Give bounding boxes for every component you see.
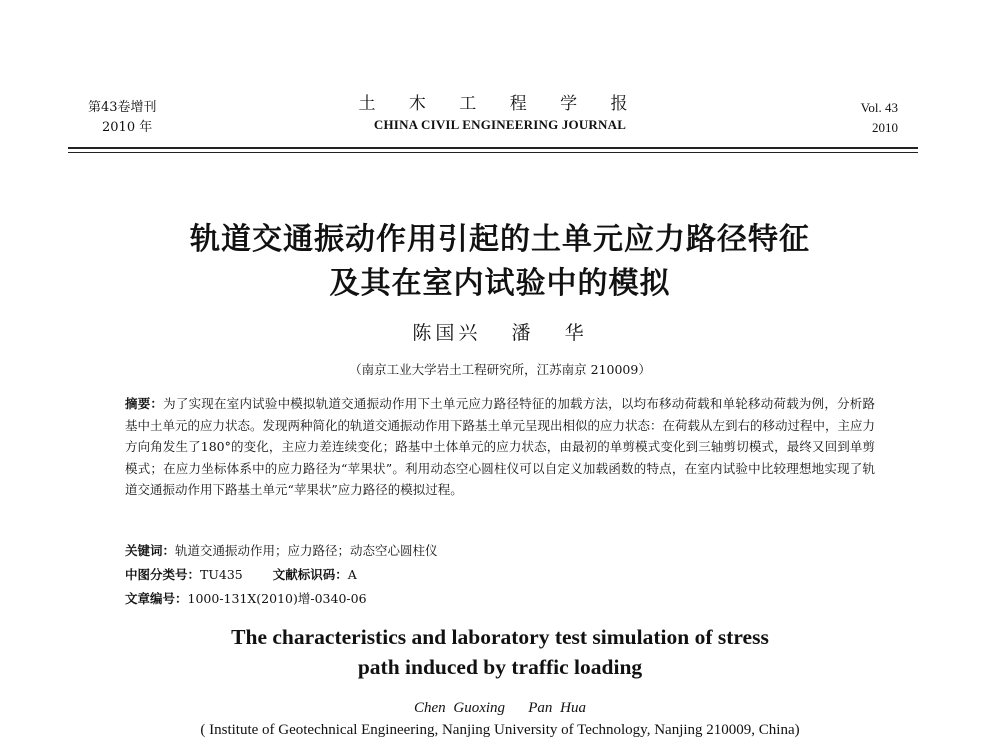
classification [125, 565, 875, 585]
doc-code-value: A [347, 567, 357, 582]
title-cn-line1: 轨道交通振动作用引起的土单元应力路径特征 [190, 222, 810, 257]
header-year-en: 2010 [872, 120, 898, 135]
title-en-line1: The characteristics and laboratory test simulation of stress [231, 625, 769, 649]
title-en [150, 622, 850, 682]
keywords-text: 轨道交通振动作用；应力路径；动态空心圆柱仪 [175, 543, 438, 558]
journal-name-cn: 土 木 工 程 学 报 [358, 94, 642, 114]
clc-value: TU435 [200, 567, 243, 582]
header-volume-cn: 第43卷增刊 [88, 100, 157, 115]
header-year-cn: 2010 年 [102, 120, 153, 135]
title-en-line2: path induced by traffic loading [357, 655, 643, 679]
abstract-text: 为了实现在室内试验中模拟轨道交通振动作用下土单元应力路径特征的加载方法，以均布移动荷载和单轮移动荷载为例，分析路基中土单元的应力状态。发现两种简化的轨道交通振动作用下路基土单元呈现出相似的应力状态：在荷载从左到右的移动过程中，主应力方向角发生了180°的变化，主应力差连续变化；路基中土体单元的应力状态，由最初的单剪模式变化到三轴剪切模式，最终又回到单剪模式；在应力坐标体系中的应力路径为“苹果状”。利用动态空心圆柱仪可以自定义加载函数的特点，在室内试验中比较理想地实现了轨道交通振动作用下路基土单元“苹果状”应力路径的模拟过程。 [125, 396, 876, 497]
keywords [125, 541, 875, 561]
affiliation-cn: （南京工业大学岩土工程研究所，江苏南京 210009） [349, 362, 651, 377]
authors-en: Chen Guoxing Pan Hua [413, 700, 587, 716]
article-number-label: 文章编号： [125, 591, 188, 606]
article-number-value: 1000-131X(2010)增-0340-06 [187, 591, 367, 606]
clc-label: 中图分类号： [125, 567, 201, 582]
journal-name-en: CHINA CIVIL ENGINEERING JOURNAL [373, 117, 627, 132]
header-left [88, 98, 157, 138]
abstract-cn [125, 393, 875, 501]
header-rule-thin [68, 152, 918, 153]
header-volume-en: Vol. 43 [860, 100, 898, 115]
header-rule-thick [68, 147, 918, 149]
title-cn [100, 218, 900, 306]
doc-code-label: 文献标识码： [272, 567, 348, 582]
affiliation-en: ( Institute of Geotechnical Engineering, Nanjing University of Technology, Nanjing 210009, China) [200, 722, 800, 738]
keywords-label: 关键词： [125, 543, 176, 558]
abstract-label: 摘要： [125, 396, 164, 411]
journal-header [300, 92, 700, 134]
header-right [861, 98, 898, 138]
authors-cn: 陈国兴 潘 华 [412, 322, 588, 344]
title-cn-line2: 及其在室内试验中的模拟 [329, 266, 671, 301]
article-number [125, 589, 875, 609]
